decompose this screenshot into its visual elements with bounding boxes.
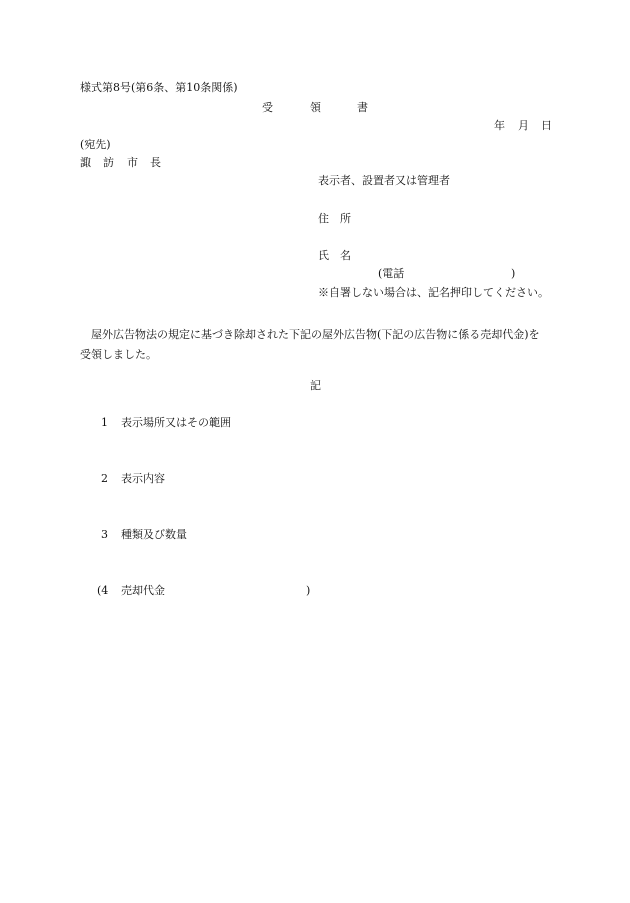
addressee-char-3: 市 — [127, 156, 138, 169]
receipt-statement: 屋外広告物法の規定に基づき除却された下記の屋外広告物(下記の広告物に係る売却代金)を受領しました。 — [80, 328, 540, 361]
date-month-label: 月 — [518, 119, 529, 132]
item-4-close: ) — [306, 584, 311, 597]
ki-heading: 記 — [310, 379, 321, 392]
item-1-number: 1 — [101, 416, 108, 429]
signer-role-label: 表示者、設置者又は管理者 — [318, 174, 450, 187]
addressee-prefix: (宛先) — [80, 138, 111, 151]
item-2-number: 2 — [101, 472, 108, 485]
address-label: 住 所 — [318, 212, 351, 225]
date-day-label: 日 — [541, 119, 552, 132]
item-4-label: 売却代金 — [121, 584, 165, 597]
item-4-open: (4 — [97, 584, 109, 597]
item-3-label: 種類及び数量 — [121, 528, 187, 541]
item-1-label: 表示場所又はその範囲 — [121, 416, 231, 429]
item-3-number: 3 — [101, 528, 108, 541]
addressee-char-1: 諏 — [80, 156, 91, 169]
addressee-char-2: 訪 — [103, 156, 114, 169]
date-year-label: 年 — [494, 119, 505, 132]
signature-note: ※自署しない場合は、記名押印してください。 — [318, 286, 549, 299]
phone-open: (電話 — [378, 267, 405, 280]
title-char-3: 書 — [357, 101, 368, 114]
item-2-label: 表示内容 — [121, 472, 165, 485]
addressee-char-4: 長 — [150, 156, 161, 169]
title-char-2: 領 — [310, 101, 321, 114]
phone-close: ) — [511, 267, 516, 280]
title-char-1: 受 — [262, 101, 273, 114]
name-label: 氏 名 — [318, 249, 351, 262]
form-number: 様式第8号(第6条、第10条関係) — [80, 81, 238, 94]
